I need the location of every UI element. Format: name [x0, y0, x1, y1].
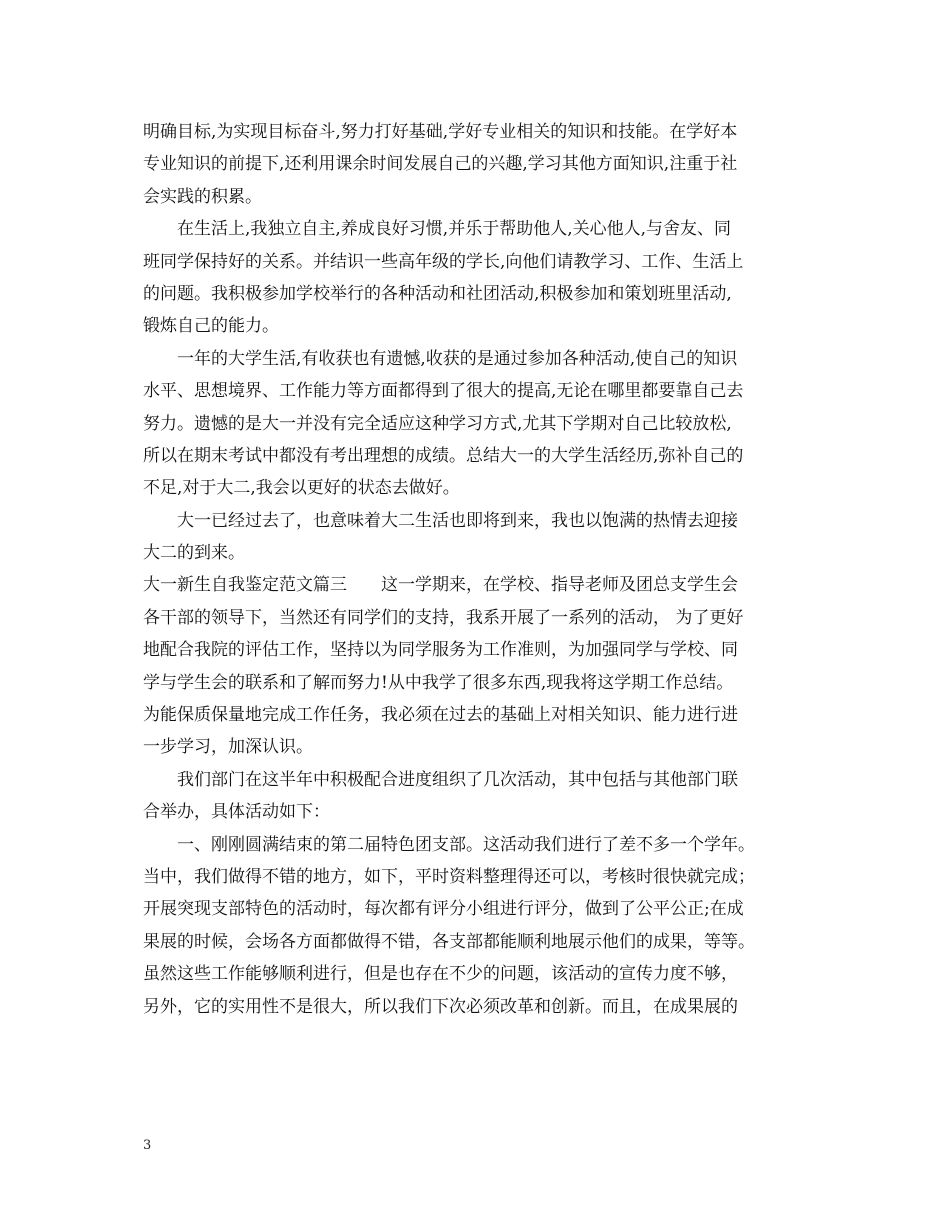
text-line: 另外，它的实用性不是很大，所以我们下次必须改革和创新。而且，在成果展的 — [143, 996, 738, 1017]
text-line: 我们部门在这半年中积极配合进度组织了几次活动，其中包括与其他部门联 — [143, 769, 738, 790]
text-line: 专业知识的前提下,还利用课余时间发展自己的兴趣,学习其他方面知识,注重于社 — [143, 154, 738, 175]
text-line: 努力。遗憾的是大一并没有完全适应这种学习方式,尤其下学期对自己比较放松, — [143, 413, 732, 434]
text-line: 在生活上,我独立自主,养成良好习惯,并乐于帮助他人,关心他人,与舍友、同 — [143, 219, 732, 240]
text-line: 学与学生会的联系和了解而努力!从中我学了很多东西,现我将这学期工作总结。 — [143, 672, 734, 693]
page-number: 3 — [143, 1138, 152, 1153]
section-heading-line: 大一新生自我鉴定范文篇三 这一学期来，在学校、指导老师及团总支学生会 — [143, 575, 738, 596]
text-line: 虽然这些工作能够顺利进行，但是也存在不少的问题，该活动的宣传力度不够， — [143, 964, 738, 985]
text-line: 大一已经过去了，也意味着大二生活也即将到来，我也以饱满的热情去迎接 — [143, 510, 738, 531]
text-line: 的问题。我积极参加学校举行的各种活动和社团活动,积极参加和策划班里活动, — [143, 283, 732, 304]
text-line: 果展的时候，会场各方面都做得不错，各支部都能顺利地展示他们的成果，等等。 — [143, 931, 755, 952]
text-line: 地配合我院的评估工作，坚持以为同学服务为工作准则，为加强同学与学校、同 — [143, 640, 738, 661]
text-line: 一步学习，加深认识。 — [143, 737, 313, 758]
text-line: 大二的到来。 — [143, 543, 245, 564]
text-line: 明确目标,为实现目标奋斗,努力打好基础,学好专业相关的知识和技能。在学好本 — [143, 122, 738, 142]
text-line: 所以在期末考试中都没有考出理想的成绩。总结大一的大学生活经历,弥补自己的 — [143, 445, 744, 466]
text-line: 开展突现支部特色的活动时，每次都有评分小组进行评分，做到了公平公正;在成 — [143, 899, 744, 920]
text-line: 一年的大学生活,有收获也有遗憾,收获的是通过参加各种活动,使自己的知识 — [143, 348, 738, 369]
text-line: 不足,对于大二,我会以更好的状态去做好。 — [143, 478, 460, 499]
text-line: 为能保质保量地完成工作任务，我必须在过去的基础上对相关知识、能力进行进 — [143, 705, 738, 726]
text-line: 水平、思想境界、工作能力等方面都得到了很大的提高,无论在哪里都要靠自己去 — [143, 381, 744, 402]
text-line: 会实践的积累。 — [143, 186, 262, 207]
text-line: 班同学保持好的关系。并结识一些高年级的学长,向他们请教学习、工作、生活上 — [143, 251, 744, 272]
text-line: 锻炼自己的能力。 — [143, 316, 279, 337]
body-text — [143, 116, 815, 1023]
text-line: 一、刚刚圆满结束的第二届特色团支部。这活动我们进行了差不多一个学年。 — [143, 834, 755, 855]
text-line: 当中，我们做得不错的地方，如下，平时资料整理得还可以，考核时很快就完成； — [143, 866, 755, 887]
text-line: 各干部的领导下，当然还有同学们的支持，我系开展了一系列的活动， 为了更好 — [143, 607, 744, 628]
text-line: 合举办，具体活动如下： — [143, 802, 330, 823]
